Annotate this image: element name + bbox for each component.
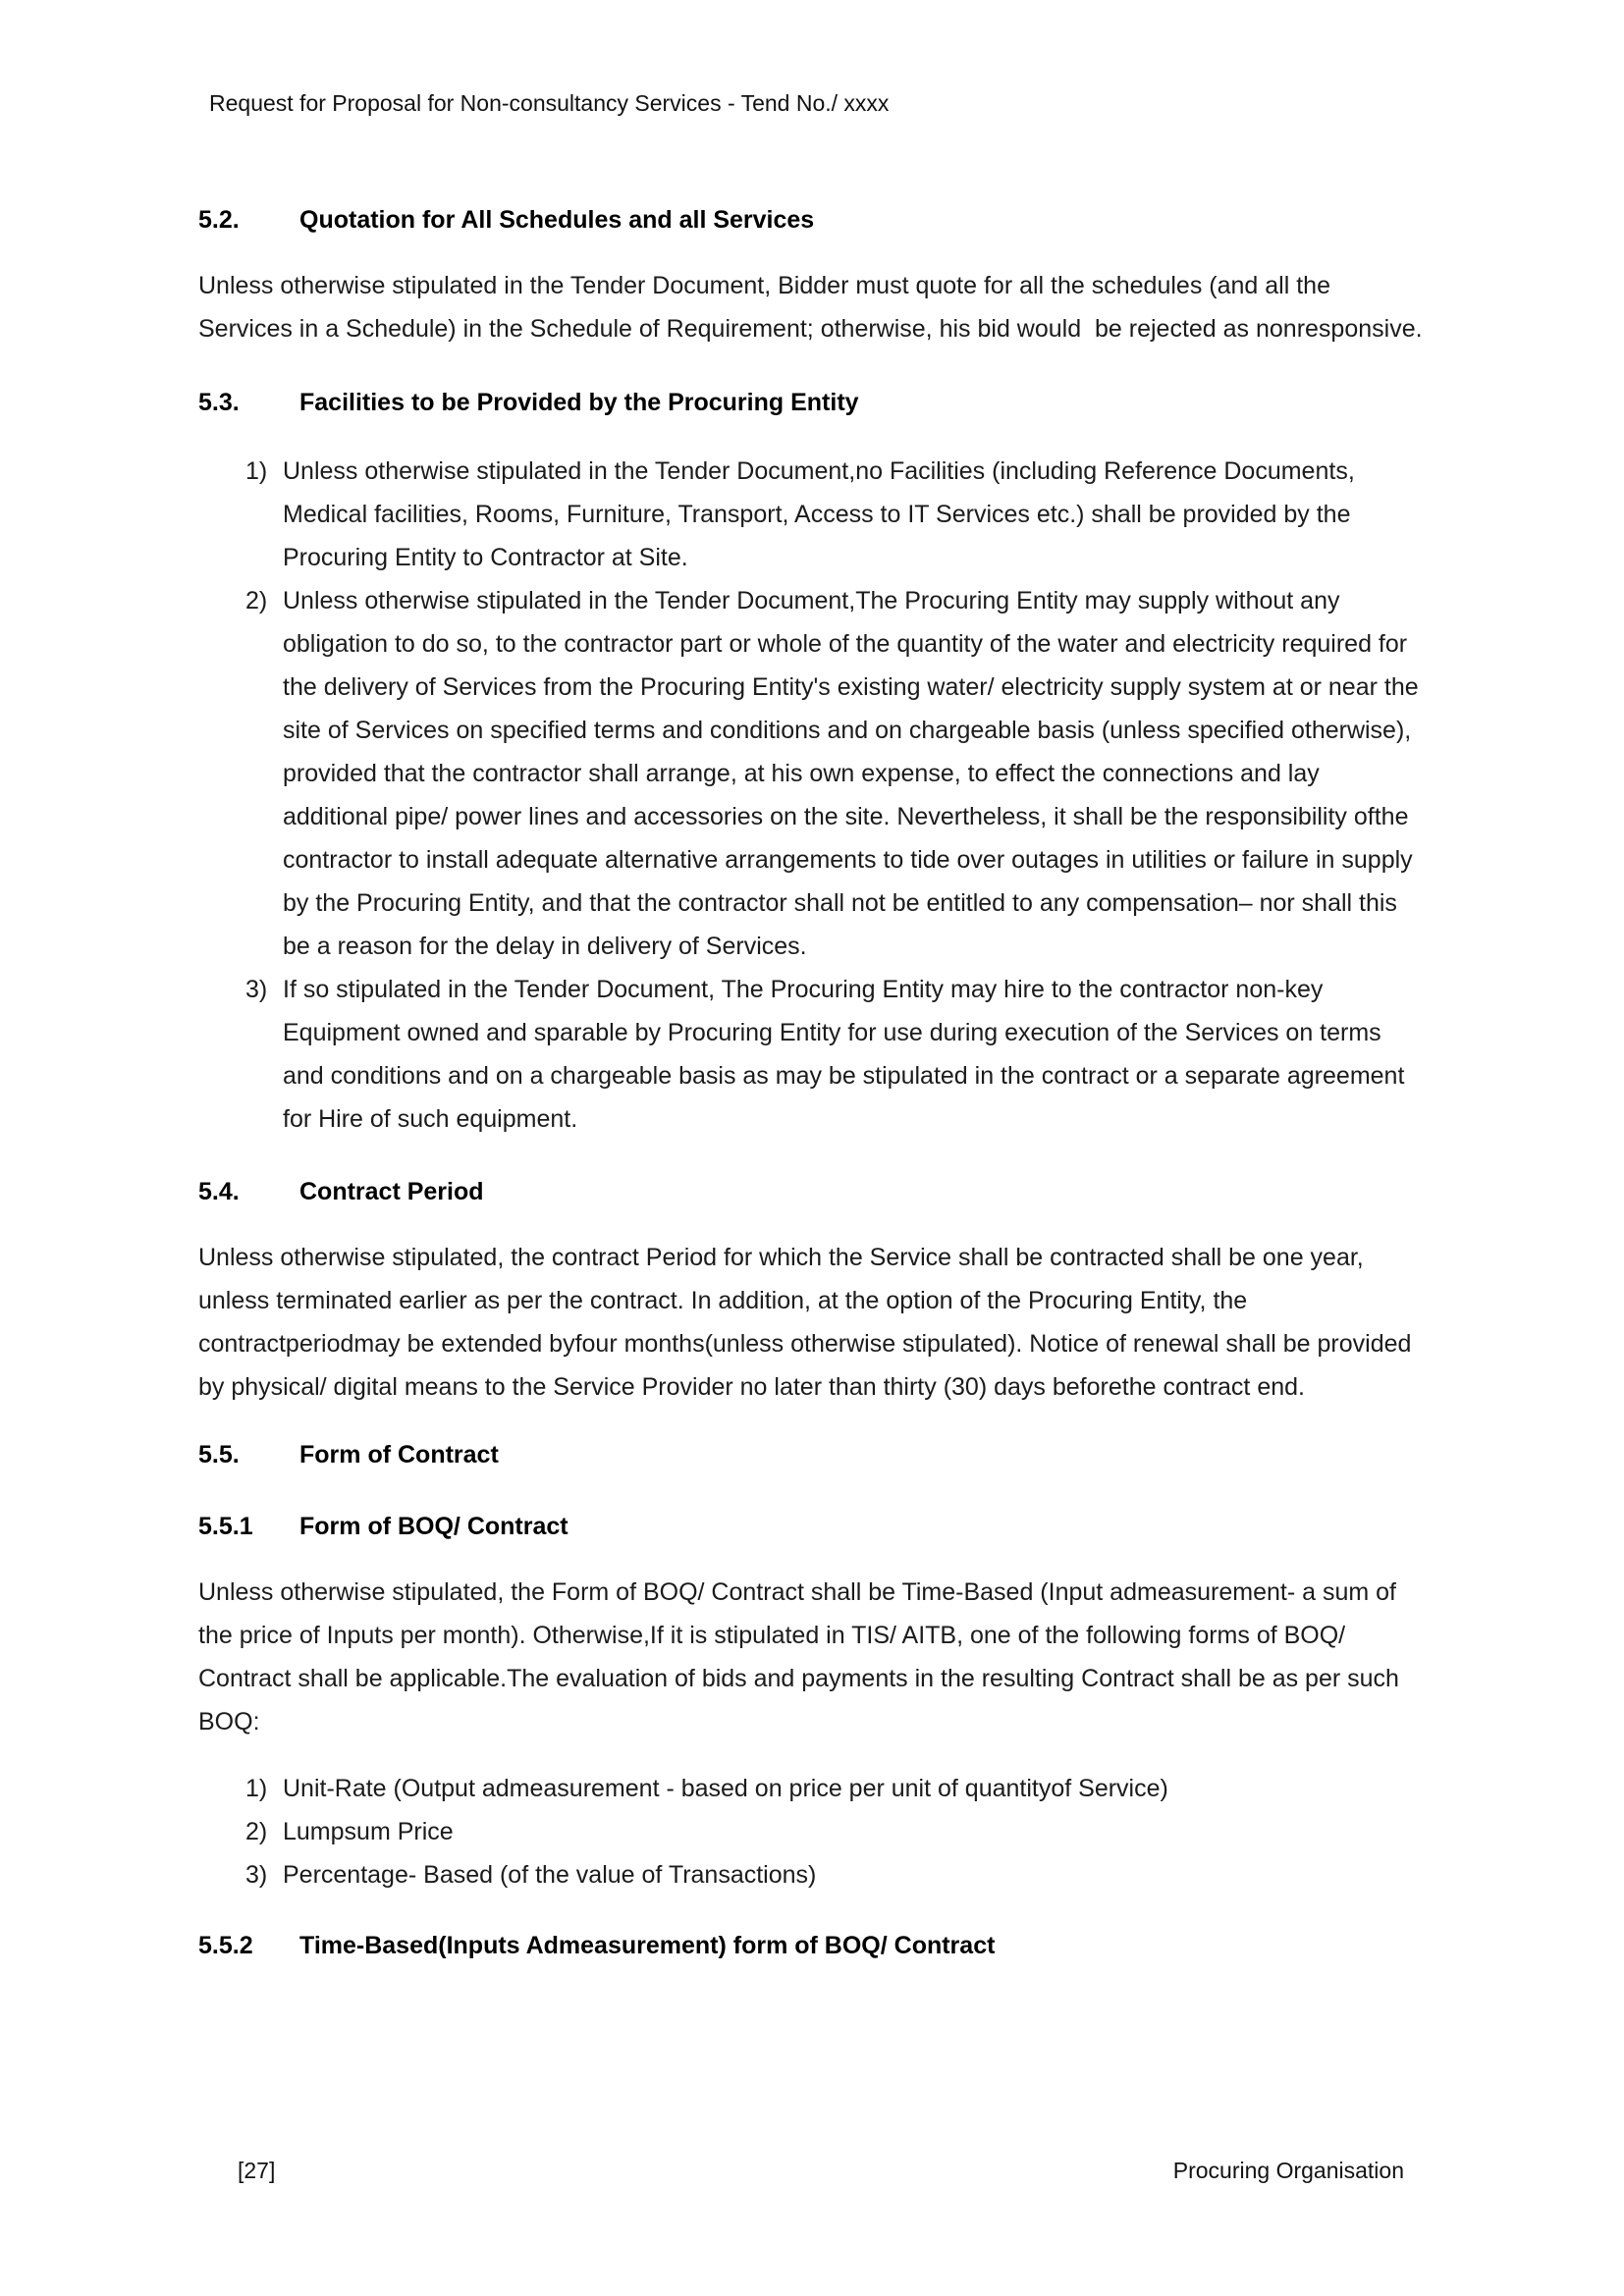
section-heading-5-5-1 bbox=[198, 1505, 1423, 1548]
section-number: 5.5. bbox=[198, 1441, 240, 1468]
list-item-text: Lumpsum Price bbox=[283, 1818, 454, 1845]
list-item-text: Unless otherwise stipulated in the Tender Document,The Procuring Entity may supply without any obligation to do so, to the contractor part or whole of the quantity of the water and electricity required for the delivery of Services from the Procuring Entity's existing water/ electricity supply system at or near the site of Services on specified terms and conditions and on chargeable basis (unless specified otherwise), provided that the contractor shall arrange, at his own expense, to effect the connections and lay additional pipe/ power lines and accessories on the site. Nevertheless, it shall be the responsibility ofthe contractor to install adequate alternative arrangements to tide over outages in utilities or failure in supply by the Procuring Entity, and that the contractor shall not be entitled to any compensation– nor shall this be a reason for the delay in delivery of Services. bbox=[283, 587, 1426, 960]
list-item-text: Percentage- Based (of the value of Transactions) bbox=[283, 1861, 817, 1889]
list-item-text: If so stipulated in the Tender Document, The Procuring Entity may hire to the contractor non-key Equipment owned and sparable by Procuring Entity for use during execution of the Services on terms and conditions and on a chargeable basis as may be stipulated in the contract or a separate agreement for Hire of such equipment. bbox=[283, 976, 1412, 1133]
section-number: 5.4. bbox=[198, 1178, 240, 1205]
list-item-marker: 3) bbox=[245, 976, 268, 1003]
section-heading-5-2 bbox=[198, 198, 1423, 241]
section-title: Facilities to be Provided by the Procuring Entity bbox=[299, 389, 859, 416]
list-item bbox=[198, 968, 1423, 1141]
section-heading-5-5 bbox=[198, 1433, 1423, 1476]
list-item-marker: 2) bbox=[245, 1818, 268, 1845]
section-number: 5.3. bbox=[198, 389, 240, 416]
list-item bbox=[198, 579, 1426, 968]
page-number: [27] bbox=[238, 2158, 276, 2183]
section-heading-5-4 bbox=[198, 1170, 1423, 1213]
facilities-list bbox=[198, 450, 1426, 1141]
list-item bbox=[198, 450, 1423, 579]
section-heading-5-3 bbox=[198, 381, 1423, 424]
list-item-text: Unless otherwise stipulated in the Tender Document,no Facilities (including Reference Documents, Medical facilities, Rooms, Furniture, Transport, Access to IT Services etc.) shall be provided by the Procuring Entity to Contractor at Site. bbox=[283, 457, 1362, 571]
section-title: Quotation for All Schedules and all Services bbox=[299, 206, 815, 234]
section-title: Form of BOQ/ Contract bbox=[299, 1513, 568, 1540]
list-item-text: Unit-Rate (Output admeasurement - based on price per unit of quantityof Service) bbox=[283, 1775, 1168, 1802]
page-footer bbox=[238, 2156, 1404, 2185]
section-number: 5.5.2 bbox=[198, 1932, 253, 1959]
section-5-5-1-paragraph: Unless otherwise stipulated, the Form of BOQ/ Contract shall be Time-Based (Input admeasurement- a sum of the price of Inputs per month). Otherwise,If it is stipulated in TIS/ AITB, one of the following forms of BOQ/ Contract shall be applicable.The evaluation of bids and payments in the resulting Contract shall be as per such BOQ: bbox=[198, 1578, 1406, 1735]
section-heading-5-5-2 bbox=[198, 1924, 1423, 1967]
list-item-marker: 1) bbox=[245, 457, 268, 485]
boq-forms-list bbox=[198, 1767, 1423, 1896]
section-title: Form of Contract bbox=[299, 1441, 499, 1468]
section-number: 5.5.1 bbox=[198, 1513, 253, 1540]
section-5-2-paragraph: Unless otherwise stipulated in the Tender Document, Bidder must quote for all the schedules (and all the Services in a Schedule) in the Schedule of Requirement; otherwise, his bid would be rejected as nonresponsive. bbox=[198, 272, 1423, 343]
section-5-4-paragraph: Unless otherwise stipulated, the contract Period for which the Service shall be contracted shall be one year, unless terminated earlier as per the contract. In addition, at the option of the Procuring Entity, the contractperiodmay be extended byfour months(unless otherwise stipulated). Notice of renewal shall be provided by physical/ digital means to the Service Provider no later than thirty (30) days beforethe contract end. bbox=[198, 1244, 1419, 1401]
list-item bbox=[198, 1767, 1423, 1810]
footer-organisation: Procuring Organisation bbox=[1172, 2158, 1404, 2183]
list-item-marker: 1) bbox=[245, 1775, 268, 1802]
section-title: Time-Based(Inputs Admeasurement) form of BOQ/ Contract bbox=[299, 1932, 996, 1959]
page-header-title: Request for Proposal for Non-consultancy Services - Tend No./ xxxx bbox=[209, 90, 890, 116]
list-item-marker: 2) bbox=[245, 587, 268, 614]
section-title: Contract Period bbox=[299, 1178, 484, 1205]
list-item bbox=[198, 1810, 1423, 1853]
list-item-marker: 3) bbox=[245, 1861, 268, 1889]
section-number: 5.2. bbox=[198, 206, 240, 234]
list-item bbox=[198, 1853, 1423, 1896]
